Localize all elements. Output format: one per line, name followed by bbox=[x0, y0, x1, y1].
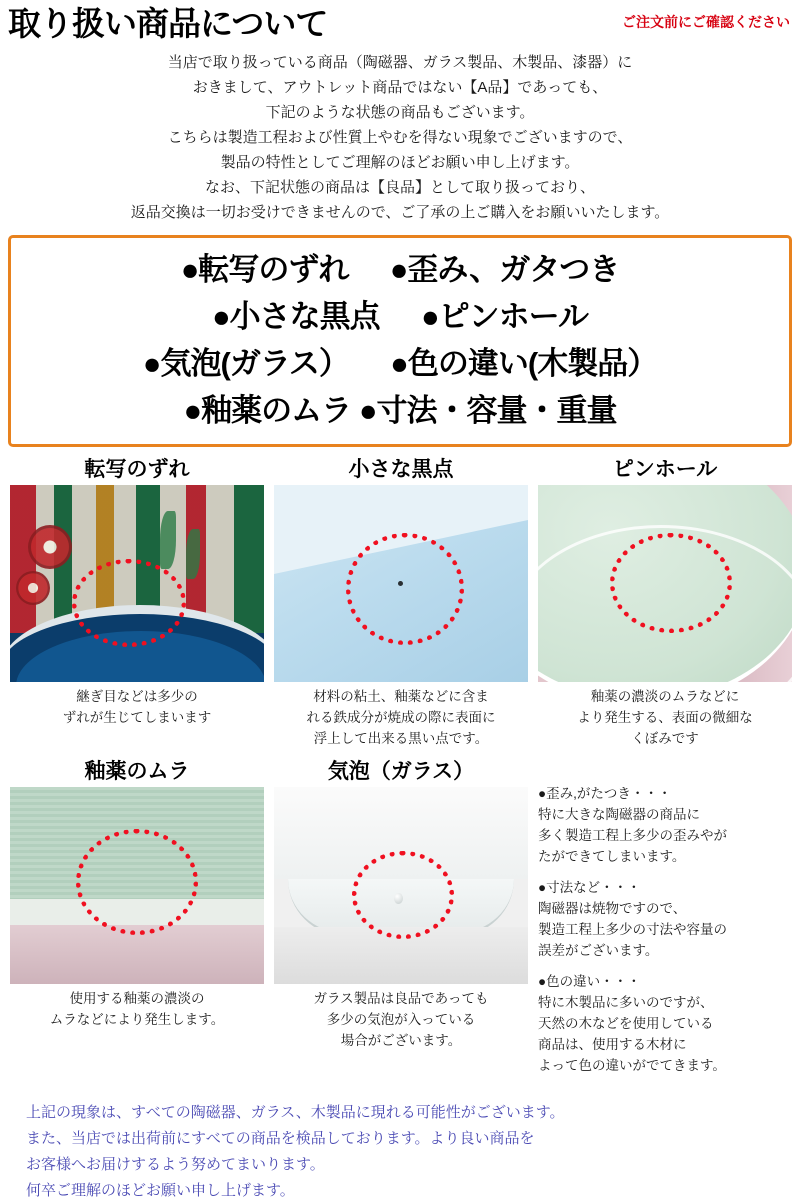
example-caption bbox=[10, 682, 264, 728]
intro-line-6: なお、下記状態の商品は【良品】として取り扱っており、 bbox=[204, 179, 595, 196]
note-line: たができてしまいます。 bbox=[538, 849, 686, 864]
symptom-row-4 bbox=[11, 387, 789, 434]
photo-pinhole bbox=[538, 485, 792, 682]
photo-transfer-misalignment bbox=[10, 485, 264, 682]
footer-line: お客様へお届けするよう努めてまいります。 bbox=[26, 1156, 325, 1173]
caption-line: ずれが生じてしまいます bbox=[62, 710, 212, 725]
note-lead: ●歪み,がたつき・・・ bbox=[538, 786, 672, 801]
page-title: 取り扱い商品について bbox=[8, 5, 328, 42]
highlight-circle-icon bbox=[352, 851, 454, 939]
note-lead: ●色の違い・・・ bbox=[538, 974, 641, 989]
note-line: 特に大きな陶磁器の商品に bbox=[538, 807, 700, 822]
highlight-circle-icon bbox=[346, 533, 464, 645]
caption-line: くぼみです bbox=[631, 731, 699, 746]
symptom-black-speck: ●小さな黒点 bbox=[211, 299, 380, 334]
footer-line: 何卒ご理解のほどお願い申し上げます。 bbox=[26, 1182, 295, 1199]
caption-line: 材料の粘土、釉薬などに含ま bbox=[313, 689, 489, 704]
caption-line: ガラス製品は良品であっても bbox=[313, 991, 489, 1006]
photo-air-bubble bbox=[274, 787, 528, 984]
intro-paragraph bbox=[0, 48, 800, 225]
symptom-warp-wobble: ●歪み、ガタつき bbox=[389, 252, 620, 287]
note-line: 多く製造工程上多少の歪みやが bbox=[538, 828, 727, 843]
caption-line: 浮上して出来る黒い点です。 bbox=[313, 731, 489, 746]
intro-line-5: 製品の特性としてご理解のほどお願い申し上げます。 bbox=[220, 154, 580, 171]
symptom-color-difference: ●色の違い(木製品） bbox=[390, 346, 658, 381]
flower-motif-icon bbox=[28, 525, 72, 569]
caption-line: れる鉄成分が焼成の際に表面に bbox=[306, 710, 496, 725]
example-title: 釉薬のムラ bbox=[84, 760, 190, 783]
note-line: よって色の違いがでてきます。 bbox=[538, 1058, 726, 1073]
caption-line: 場合がございます。 bbox=[340, 1033, 462, 1048]
note-dimensions bbox=[538, 877, 790, 961]
note-line: 天然の木などを使用している bbox=[538, 1016, 714, 1031]
highlight-circle-icon bbox=[72, 559, 186, 647]
example-transfer-misalignment bbox=[10, 455, 264, 749]
footer-line: また、当店では出荷前にすべての商品を検品しております。より良い商品を bbox=[26, 1130, 535, 1147]
flower-motif-icon bbox=[16, 571, 50, 605]
highlight-circle-icon bbox=[610, 533, 732, 633]
photo-glaze-unevenness bbox=[10, 787, 264, 984]
example-title: 小さな黒点 bbox=[348, 458, 454, 481]
caption-line: 継ぎ目などは多少の bbox=[76, 689, 198, 704]
note-line: 特に木製品に多いのですが、 bbox=[538, 995, 714, 1010]
example-caption bbox=[10, 984, 264, 1030]
intro-line-7: 返品交換は一切お受けできませんので、ご了承の上ご購入をお願いいたします。 bbox=[130, 204, 670, 221]
note-line: 陶磁器は焼物ですので、 bbox=[538, 901, 687, 916]
caption-line: 釉薬の濃淡のムラなどに bbox=[590, 689, 740, 704]
leaf-motif-icon bbox=[160, 511, 176, 569]
note-lead: ●寸法など・・・ bbox=[538, 880, 641, 895]
note-color-difference bbox=[538, 971, 790, 1076]
confirm-before-order-note: ご注文前にご確認ください bbox=[622, 14, 790, 30]
example-caption bbox=[274, 682, 528, 749]
intro-line-1: 当店で取り扱っている商品（陶磁器、ガラス製品、木製品、漆器）に bbox=[167, 54, 633, 71]
example-grid-top bbox=[10, 455, 790, 749]
note-line: 商品は、使用する木材に bbox=[538, 1037, 687, 1052]
example-title: ピンホール bbox=[612, 458, 718, 481]
intro-line-3: 下記のような状態の商品もございます。 bbox=[265, 104, 535, 121]
example-grid-bottom bbox=[10, 757, 790, 1086]
symptom-list-box bbox=[8, 235, 792, 447]
symptom-transfer-misalignment: ●転写のずれ bbox=[180, 252, 349, 287]
caption-line: 多少の気泡が入っている bbox=[326, 1012, 476, 1027]
intro-line-4: こちらは製造工程および性質上やむを得ない現象でございますので、 bbox=[167, 129, 633, 146]
example-title: 転写のずれ bbox=[84, 458, 190, 481]
example-caption bbox=[538, 682, 792, 749]
intro-line-2: おきまして、アウトレット商品ではない【A品】であっても、 bbox=[192, 79, 608, 96]
caption-line: ムラなどにより発生します。 bbox=[49, 1012, 225, 1027]
symptom-glaze-unevenness: ●釉薬のムラ bbox=[183, 393, 352, 428]
example-title: 気泡（ガラス） bbox=[327, 760, 475, 783]
symptom-air-bubble: ●気泡(ガラス） bbox=[142, 346, 349, 381]
note-line: 誤差がございます。 bbox=[538, 943, 659, 958]
symptom-row-2 bbox=[11, 293, 789, 340]
footer-line: 上記の現象は、すべての陶磁器、ガラス、木製品に現れる可能性がございます。 bbox=[26, 1104, 565, 1121]
footer-note bbox=[26, 1100, 784, 1204]
caption-line: 使用する釉薬の濃淡の bbox=[69, 991, 205, 1006]
example-caption bbox=[274, 984, 528, 1051]
example-black-speck bbox=[274, 455, 528, 749]
photo-black-speck bbox=[274, 485, 528, 682]
leaf-motif-icon bbox=[186, 529, 200, 579]
example-pinhole bbox=[538, 455, 792, 749]
page-header bbox=[0, 0, 800, 48]
symptom-size-capacity-weight: ●寸法・容量・重量 bbox=[358, 393, 617, 428]
symptom-row-1 bbox=[11, 246, 789, 293]
example-glaze-unevenness bbox=[10, 757, 264, 1086]
example-air-bubble bbox=[274, 757, 528, 1086]
symptom-row-3 bbox=[11, 340, 789, 387]
symptom-pinhole: ●ピンホール bbox=[420, 299, 589, 334]
note-line: 製造工程上多少の寸法や容量の bbox=[538, 922, 727, 937]
highlight-circle-icon bbox=[76, 829, 198, 935]
note-warp-wobble bbox=[538, 783, 790, 867]
caption-line: より発生する、表面の微細な bbox=[577, 710, 753, 725]
notes-column bbox=[538, 757, 790, 1086]
